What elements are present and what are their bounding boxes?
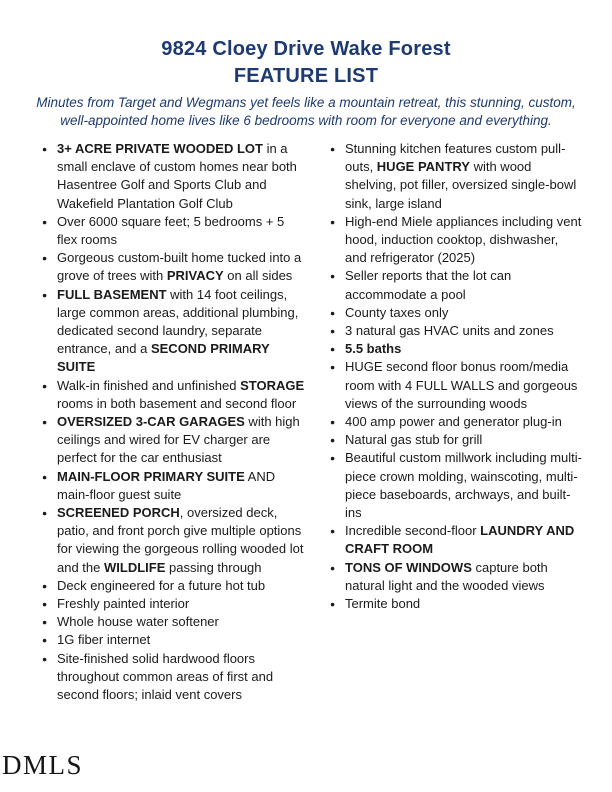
feature-item: ● TONS OF WINDOWS capture both natural light and the wooded views <box>330 559 582 595</box>
feature-list-right <box>330 140 582 613</box>
feature-item: ● Natural gas stub for grill <box>330 431 582 449</box>
feature-item: ● 1G fiber internet <box>42 631 308 649</box>
intro-subtitle: Minutes from Target and Wegmans yet feels like a mountain retreat, this stunning, custom, well-appointed home lives like 6 bedrooms with room for everyone and everything. <box>36 95 576 128</box>
feature-item: ● 3 natural gas HVAC units and zones <box>330 322 582 340</box>
feature-item: ● Stunning kitchen features custom pull-outs, HUGE PANTRY with wood shelving, pot filler, oversized single-bowl sink, large island <box>330 140 582 213</box>
feature-item: ● SCREENED PORCH, oversized deck, patio, and front porch give multiple options for viewing the gorgeous rolling wooded lot and the WILDLIFE passing through <box>42 504 308 577</box>
feature-list-left <box>42 140 308 704</box>
feature-item: ● Incredible second-floor LAUNDRY AND CRAFT ROOM <box>330 522 582 558</box>
feature-item: ● Termite bond <box>330 595 582 613</box>
feature-list-title: FEATURE LIST <box>233 65 379 87</box>
feature-item: ● 5.5 baths <box>330 340 582 358</box>
feature-item: ● Gorgeous custom-built home tucked into a grove of trees with PRIVACY on all sides <box>42 249 308 285</box>
feature-item: ● 3+ ACRE PRIVATE WOODED LOT in a small enclave of custom homes near both Hasentree Golf and Sports Club and Wakefield Plantation Golf Club <box>42 140 308 213</box>
feature-item: ● MAIN-FLOOR PRIMARY SUITE AND main-floor guest suite <box>42 468 308 504</box>
feature-item: ● Deck engineered for a future hot tub <box>42 577 308 595</box>
dmls-watermark: DMLS <box>2 750 84 780</box>
feature-item: ● High-end Miele appliances including vent hood, induction cooktop, dishwasher, and refrigerator (2025) <box>330 213 582 268</box>
left-column <box>42 140 308 704</box>
feature-item: ● Site-finished solid hardwood floors throughout common areas of first and second floors; inlaid vent covers <box>42 650 308 705</box>
feature-item: ● OVERSIZED 3-CAR GARAGES with high ceilings and wired for EV charger are perfect for the car enthusiast <box>42 413 308 468</box>
page-header <box>0 36 612 90</box>
feature-item: ● FULL BASEMENT with 14 foot ceilings, large common areas, additional plumbing, dedicated second laundry, separate entrance, and a SECOND PRIMARY SUITE <box>42 286 308 377</box>
feature-item: ● Beautiful custom millwork including multi-piece crown molding, wainscoting, multi-piece baseboards, archways, and built-ins <box>330 449 582 522</box>
property-address-title: 9824 Cloey Drive Wake Forest <box>161 38 451 60</box>
feature-item: ● Over 6000 square feet; 5 bedrooms + 5 flex rooms <box>42 213 308 249</box>
feature-item: ● Freshly painted interior <box>42 595 308 613</box>
feature-item: ● Seller reports that the lot can accommodate a pool <box>330 267 582 303</box>
feature-item: ● County taxes only <box>330 304 582 322</box>
feature-columns <box>42 140 592 704</box>
feature-item: ● HUGE second floor bonus room/media room with 4 FULL WALLS and gorgeous views of the surrounding woods <box>330 358 582 413</box>
feature-item: ● Whole house water softener <box>42 613 308 631</box>
feature-item: ● Walk-in finished and unfinished STORAGE rooms in both basement and second floor <box>42 377 308 413</box>
right-column <box>330 140 582 704</box>
feature-item: ● 400 amp power and generator plug-in <box>330 413 582 431</box>
